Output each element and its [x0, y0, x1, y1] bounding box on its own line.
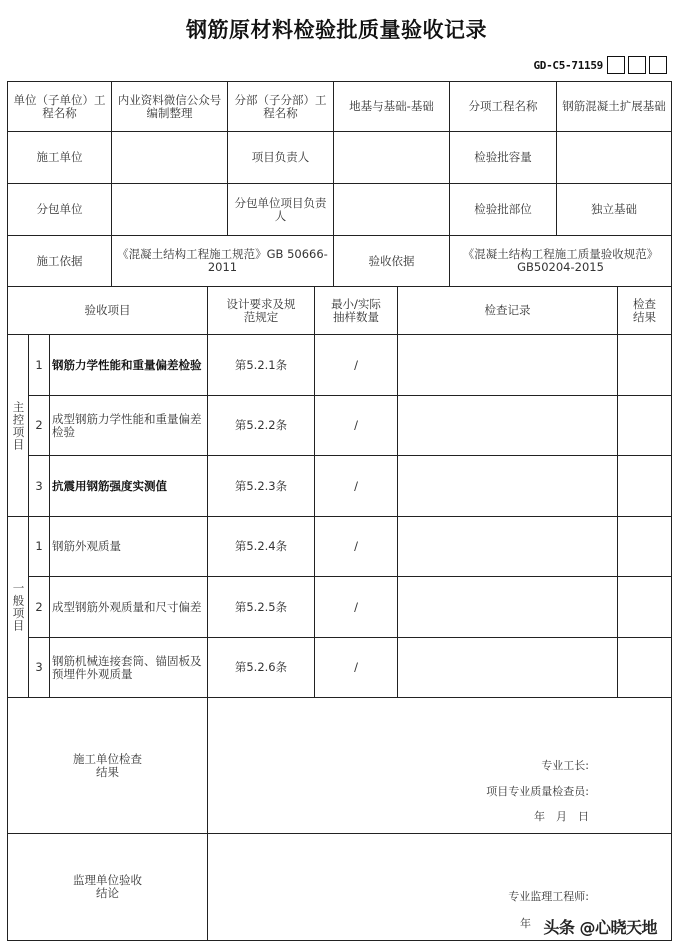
subitem-name-label: 分项工程名称: [450, 82, 557, 132]
table-row: [8, 335, 672, 396]
code-box-2[interactable]: [628, 56, 646, 74]
row-number: 2: [29, 396, 50, 456]
group-label-general: 一般项目: [8, 517, 29, 698]
row-number: 1: [29, 517, 50, 577]
col-header-result: 检查结果: [618, 287, 672, 335]
spec-clause: 第5.2.2条: [208, 396, 315, 456]
item-name: 钢筋机械连接套筒、锚固板及预埋件外观质量: [50, 638, 208, 698]
spec-clause: 第5.2.6条: [208, 638, 315, 698]
info-row-4: [8, 236, 672, 287]
batch-location-label: 检验批部位: [450, 184, 557, 236]
inspection-record[interactable]: [398, 396, 618, 456]
inspection-items-table: [7, 286, 672, 941]
spec-clause: 第5.2.1条: [208, 335, 315, 396]
acceptance-basis-value[interactable]: 《混凝土结构工程施工质量验收规范》GB50204-2015: [450, 236, 672, 287]
row-number: 2: [29, 577, 50, 638]
project-info-table: [7, 81, 672, 287]
inspection-record[interactable]: [398, 517, 618, 577]
contractor-check-label: 施工单位检查结果: [8, 698, 208, 834]
contractor-label: 施工单位: [8, 132, 112, 184]
contractor-date-label: 年 月 日: [534, 810, 589, 823]
info-row-1: [8, 82, 672, 132]
division-name-label: 分部（子分部）工程名称: [228, 82, 334, 132]
supervising-engineer-signature-label: 专业监理工程师:: [508, 890, 589, 903]
project-manager-label: 项目负责人: [228, 132, 334, 184]
item-name: 钢筋外观质量: [50, 517, 208, 577]
sample-count[interactable]: /: [315, 456, 398, 517]
sample-count[interactable]: /: [315, 577, 398, 638]
inspection-record[interactable]: [398, 638, 618, 698]
sample-count[interactable]: /: [315, 638, 398, 698]
supervisor-date-label: 年: [520, 917, 531, 930]
subitem-name-value[interactable]: 钢筋混凝土扩展基础: [557, 82, 672, 132]
item-name: 钢筋力学性能和重量偏差检验: [50, 335, 208, 396]
inspection-result[interactable]: [618, 638, 672, 698]
batch-location-value[interactable]: 独立基础: [557, 184, 672, 236]
inspection-result[interactable]: [618, 456, 672, 517]
foreman-signature-label: 专业工长:: [541, 759, 589, 772]
table-row: [8, 456, 672, 517]
table-row: [8, 517, 672, 577]
sub-manager-label: 分包单位项目负责人: [228, 184, 334, 236]
item-name: 成型钢筋外观质量和尺寸偏差: [50, 577, 208, 638]
sample-count[interactable]: /: [315, 335, 398, 396]
info-row-2: [8, 132, 672, 184]
item-name: 抗震用钢筋强度实测值: [50, 456, 208, 517]
code-box-1[interactable]: [607, 56, 625, 74]
inspection-result[interactable]: [618, 396, 672, 456]
table-row: [8, 577, 672, 638]
construction-basis-label: 施工依据: [8, 236, 112, 287]
info-row-3: [8, 184, 672, 236]
batch-capacity-label: 检验批容量: [450, 132, 557, 184]
inspection-record[interactable]: [398, 577, 618, 638]
contractor-value[interactable]: [112, 132, 228, 184]
item-name: 成型钢筋力学性能和重量偏差检验: [50, 396, 208, 456]
acceptance-basis-label: 验收依据: [334, 236, 450, 287]
inspection-record[interactable]: [398, 335, 618, 396]
row-number: 1: [29, 335, 50, 396]
supervisor-conclusion-label: 监理单位验收结论: [8, 834, 208, 941]
inspection-result[interactable]: [618, 517, 672, 577]
construction-basis-value[interactable]: 《混凝土结构工程施工规范》GB 50666-2011: [112, 236, 334, 287]
unit-name-value[interactable]: 内业资料微信公众号编制整理: [112, 82, 228, 132]
inspection-result[interactable]: [618, 577, 672, 638]
group-label-main-control: 主控项目: [8, 335, 29, 517]
code-box-3[interactable]: [649, 56, 667, 74]
col-header-spec: 设计要求及规范规定: [208, 287, 315, 335]
supervisor-conclusion-area[interactable]: [208, 834, 672, 941]
sample-count[interactable]: /: [315, 396, 398, 456]
division-name-value[interactable]: 地基与基础-基础: [334, 82, 450, 132]
document-title: 钢筋原材料检验批质量验收记录: [186, 18, 487, 42]
row-number: 3: [29, 638, 50, 698]
table-row: [8, 396, 672, 456]
spec-clause: 第5.2.5条: [208, 577, 315, 638]
col-header-record: 检查记录: [398, 287, 618, 335]
document-code-text: GD-C5-71159: [533, 58, 603, 72]
document-code: [533, 55, 667, 75]
inspection-record[interactable]: [398, 456, 618, 517]
items-header-row: [8, 287, 672, 335]
project-manager-value[interactable]: [334, 132, 450, 184]
col-header-sample: 最小/实际抽样数量: [315, 287, 398, 335]
watermark-text: 头条 @心晓天地: [543, 918, 657, 937]
sample-count[interactable]: /: [315, 517, 398, 577]
quality-inspector-signature-label: 项目专业质量检查员:: [486, 785, 589, 798]
col-header-item: 验收项目: [8, 287, 208, 335]
batch-capacity-value[interactable]: [557, 132, 672, 184]
contractor-signoff-row: [8, 698, 672, 834]
table-row: [8, 638, 672, 698]
spec-clause: 第5.2.4条: [208, 517, 315, 577]
spec-clause: 第5.2.3条: [208, 456, 315, 517]
inspection-result[interactable]: [618, 335, 672, 396]
unit-name-label: 单位（子单位）工程名称: [8, 82, 112, 132]
sub-manager-value[interactable]: [334, 184, 450, 236]
subcontractor-value[interactable]: [112, 184, 228, 236]
row-number: 3: [29, 456, 50, 517]
supervisor-signoff-row: [8, 834, 672, 941]
contractor-check-area[interactable]: [208, 698, 672, 834]
subcontractor-label: 分包单位: [8, 184, 112, 236]
